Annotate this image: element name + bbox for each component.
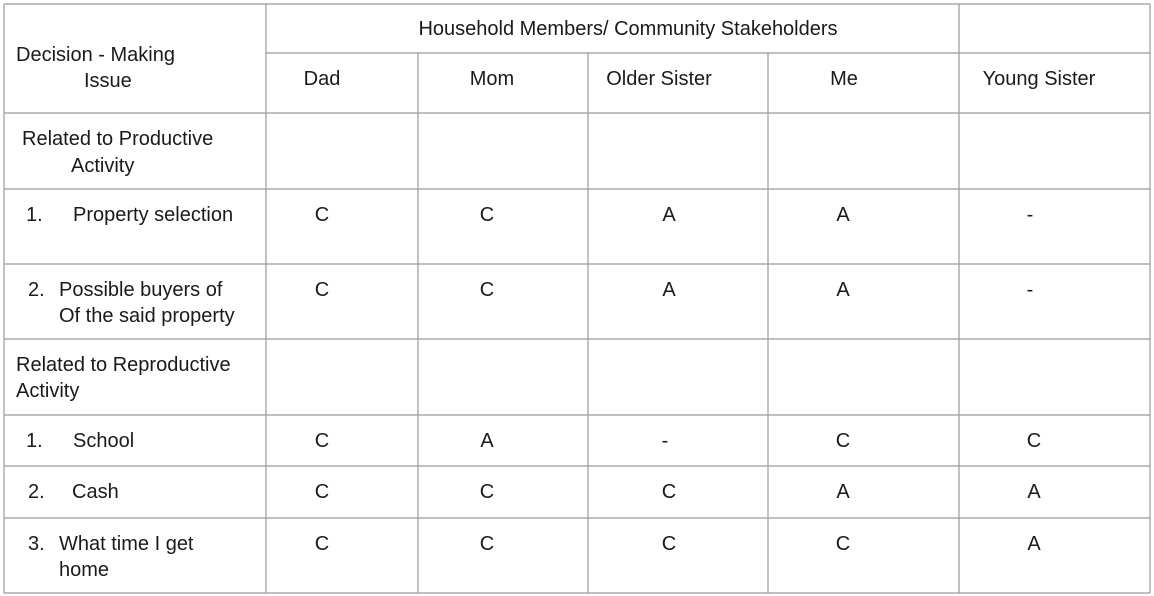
section-title-reproductive-line1: Related to Reproductive (16, 354, 231, 376)
cell-me: C (835, 430, 851, 452)
cell-me: A (836, 279, 850, 301)
header-member-mom: Mom (469, 68, 515, 90)
cell-me: C (835, 533, 851, 555)
cell-dad: C (314, 204, 330, 226)
header-group-title: Household Members/ Community Stakeholders (418, 18, 838, 40)
row-number: 3. (28, 533, 45, 555)
row-issue-label: Property selection (73, 204, 234, 226)
header-member-young-sister: Young Sister (982, 68, 1096, 90)
cell-mom: C (479, 533, 495, 555)
cell-dad: C (314, 533, 330, 555)
cell-mom: C (479, 279, 495, 301)
row-issue-label: School (73, 430, 135, 452)
cell-mom: C (479, 204, 495, 226)
cell-me: A (836, 204, 850, 226)
cell-older-sister: - (661, 430, 669, 452)
header-member-me: Me (830, 68, 858, 90)
cell-me: A (836, 481, 850, 503)
cell-older-sister: A (662, 204, 676, 226)
header-issue-line1: Decision - Making (16, 44, 175, 66)
cell-older-sister: A (662, 279, 676, 301)
section-title-reproductive-line2: Activity (16, 380, 80, 402)
cell-mom: C (479, 481, 495, 503)
cell-young-sister: A (1027, 533, 1041, 555)
cell-young-sister: C (1026, 430, 1042, 452)
cell-older-sister: C (661, 481, 677, 503)
cell-dad: C (314, 481, 330, 503)
row-number: 1. (26, 204, 43, 226)
cell-young-sister: - (1026, 279, 1034, 301)
cell-dad: C (314, 279, 330, 301)
cell-mom: A (480, 430, 494, 452)
header-member-older-sister: Older Sister (606, 68, 712, 90)
cell-older-sister: C (661, 533, 677, 555)
section-title-productive-line2: Activity (71, 155, 135, 177)
row-issue-label: What time I get (59, 533, 194, 555)
row-number: 2. (28, 279, 45, 301)
section-title-productive-line1: Related to Productive (22, 128, 214, 150)
cell-young-sister: - (1026, 204, 1034, 226)
row-issue-label-line2: Of the said property (59, 305, 235, 327)
row-issue-label: Cash (72, 481, 119, 503)
row-number: 1. (26, 430, 43, 452)
cell-dad: C (314, 430, 330, 452)
row-number: 2. (28, 481, 45, 503)
header-issue-line2: Issue (84, 70, 132, 92)
cell-young-sister: A (1027, 481, 1041, 503)
row-issue-label: Possible buyers of (59, 279, 223, 301)
row-issue-label-line2: home (59, 559, 110, 581)
header-member-dad: Dad (303, 68, 341, 90)
